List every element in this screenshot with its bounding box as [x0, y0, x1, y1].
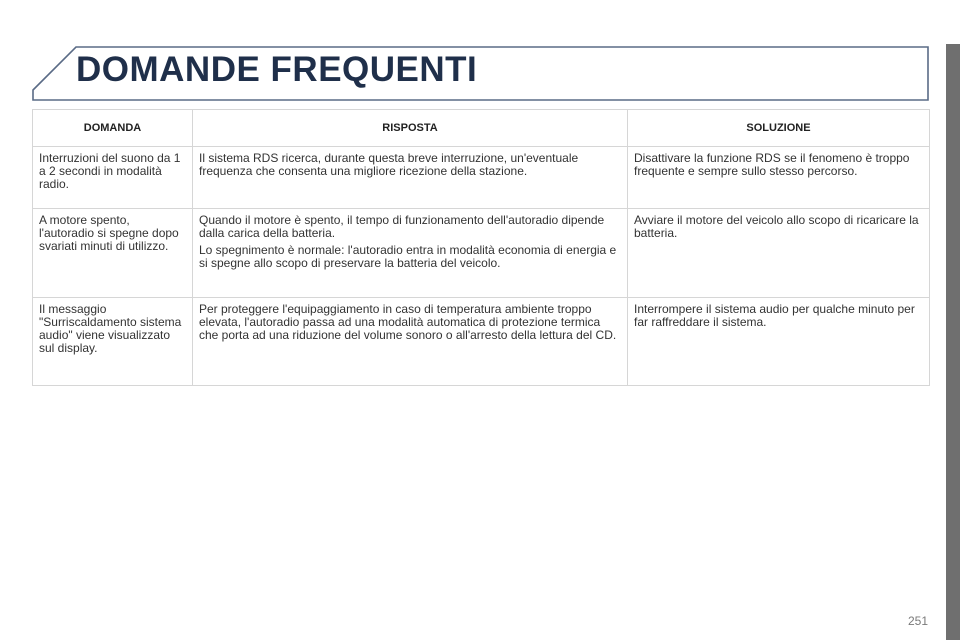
page-title: DOMANDE FREQUENTI: [76, 50, 478, 89]
question-cell: Il messaggio "Surriscaldamento sistema audio" viene visualizzato sul display.: [33, 298, 193, 386]
question-cell: A motore spento, l'autoradio si spegne dopo svariati minuti di utilizzo.: [33, 209, 193, 298]
table-header-row: [33, 110, 930, 147]
answer-paragraph: Il sistema RDS ricerca, durante questa breve interruzione, un'eventuale frequenza che consenta una migliore ricezione della stazione.: [199, 151, 579, 178]
column-header-question: DOMANDA: [33, 110, 193, 147]
table-row: [33, 209, 930, 298]
answer-paragraph: Lo spegnimento è normale: l'autoradio entra in modalità economia di energia e si spegne allo scopo di preservare la batteria del veicolo.: [199, 243, 617, 270]
table-row: [33, 147, 930, 209]
answer-cell: [193, 209, 628, 298]
answer-cell: [193, 298, 628, 386]
column-header-solution: SOLUZIONE: [628, 110, 930, 147]
answer-paragraph: Quando il motore è spento, il tempo di funzionamento dell'autoradio dipende dalla carica della batteria.: [199, 213, 605, 240]
question-cell: Interruzioni del suono da 1 a 2 secondi in modalità radio.: [33, 147, 193, 209]
solution-cell: Interrompere il sistema audio per qualche minuto per far raffreddare il sistema.: [628, 298, 930, 386]
table-row: [33, 298, 930, 386]
side-thumb-strip: [946, 44, 960, 640]
page-number: 251: [908, 614, 929, 628]
solution-cell: Disattivare la funzione RDS se il fenomeno è troppo frequente e sempre sullo stesso percorso.: [628, 147, 930, 209]
faq-table: [32, 109, 930, 386]
solution-cell: Avviare il motore del veicolo allo scopo di ricaricare la batteria.: [628, 209, 930, 298]
answer-cell: [193, 147, 628, 209]
answer-paragraph: Per proteggere l'equipaggiamento in caso di temperatura ambiente troppo elevata, l'autoradio passa ad una modalità automatica di protezione termica che porta ad una riduzione del volume sonoro o all'arresto della lettura del CD.: [199, 302, 617, 342]
column-header-answer: RISPOSTA: [193, 110, 628, 147]
